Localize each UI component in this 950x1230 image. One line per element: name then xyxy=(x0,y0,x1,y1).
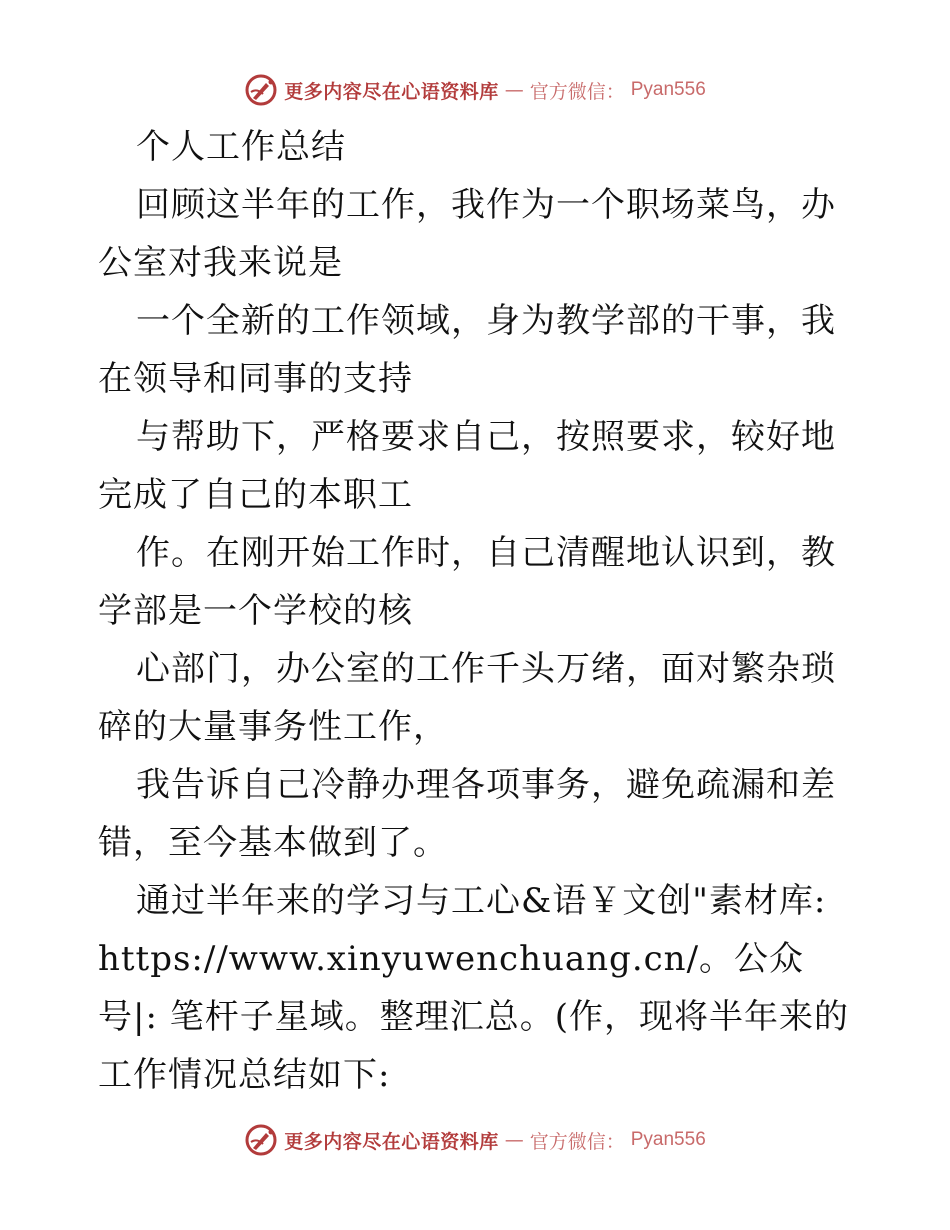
document-title: 个人工作总结 xyxy=(136,127,346,167)
paragraph: 与帮助下，严格要求自己，按照要求，较好地完成了自己的本职工 xyxy=(98,417,836,515)
banner-main-text: 更多内容尽在心语资料库 xyxy=(284,1130,499,1153)
footer-banner xyxy=(0,1120,950,1160)
banner-separator: — xyxy=(504,1129,524,1151)
banner-wechat-label: 官方微信： xyxy=(529,80,625,103)
banner-separator: — xyxy=(504,79,524,101)
paragraph: 一个全新的工作领域，身为教学部的干事，我在领导和同事的支持 xyxy=(98,301,836,399)
paragraph: 回顾这半年的工作，我作为一个职场菜鸟，办公室对我来说是 xyxy=(98,185,836,283)
banner-wechat-label: 官方微信： xyxy=(529,1130,625,1153)
url-paragraph: https://www.xinyuwenchuang.cn/。公众号|: 笔杆子星域。整理汇总。(作，现将半年来的工作情况总结如下: xyxy=(98,939,849,1095)
header-banner xyxy=(0,70,950,110)
paragraph: 心部门，办公室的工作千头万绪，面对繁杂琐碎的大量事务性工作， xyxy=(98,649,836,747)
document-body xyxy=(98,118,858,1104)
banner-wechat-id: Pyan556 xyxy=(630,1129,706,1150)
paragraph: 我告诉自己冷静办理各项事务，避免疏漏和差错，至今基本做到了。 xyxy=(98,765,836,863)
banner-wechat-id: Pyan556 xyxy=(630,79,706,100)
paragraph: 通过半年来的学习与工心&语￥文创"素材库: xyxy=(136,881,827,921)
banner-main-text: 更多内容尽在心语资料库 xyxy=(284,80,499,103)
paragraph: 作。在刚开始工作时，自己清醒地认识到，教学部是一个学校的核 xyxy=(98,533,836,631)
quill-seal-icon xyxy=(244,73,278,107)
quill-seal-icon xyxy=(244,1123,278,1157)
